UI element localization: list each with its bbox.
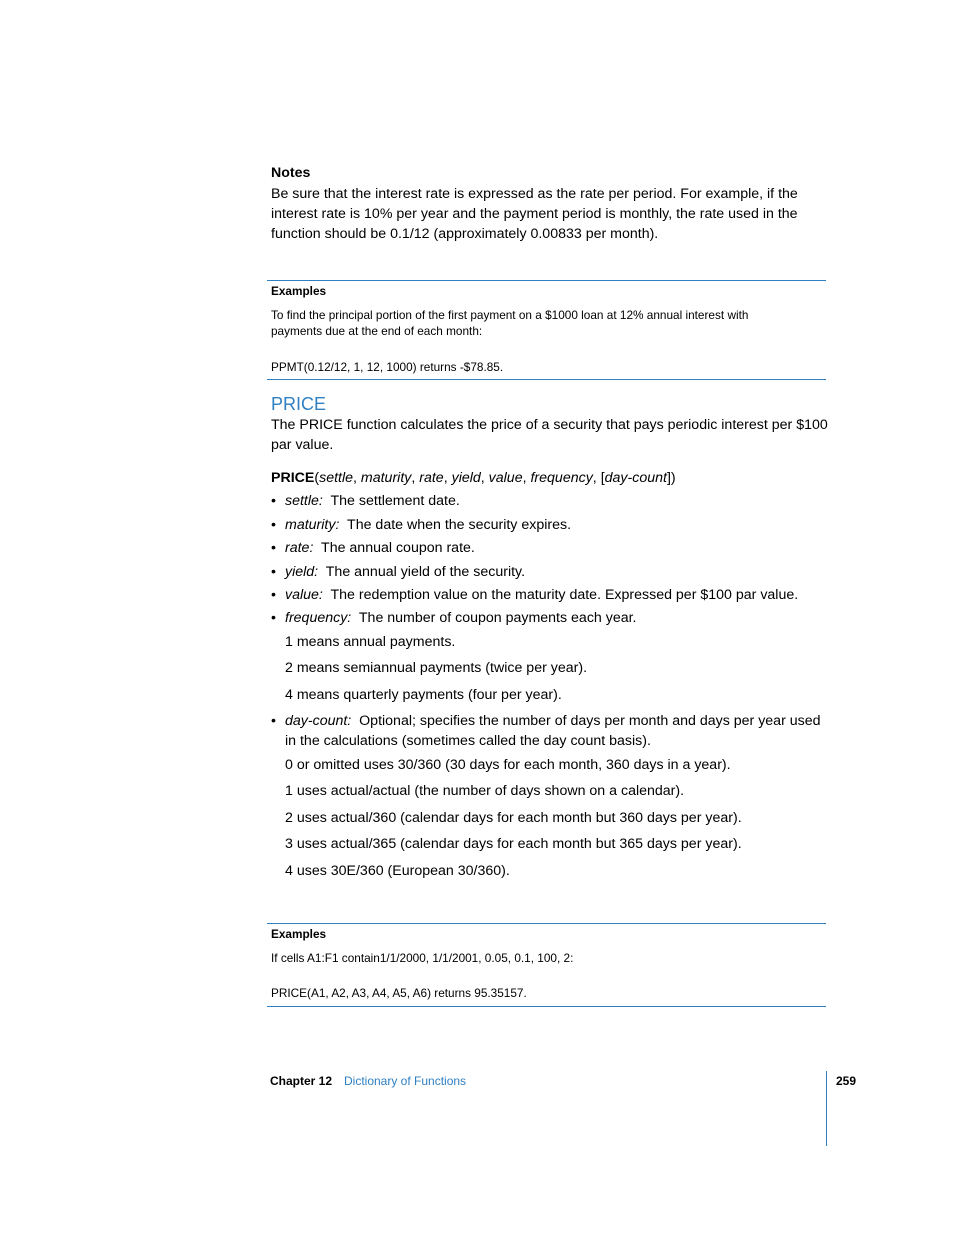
arg-yield [271,562,831,582]
section-title: PRICE [271,394,327,414]
notes-line-2: interest rate is 10% per year and the payment period is monthly, the rate used in the [271,206,798,222]
bullet-icon: • [271,564,276,580]
syntax-sep: , [443,470,452,486]
price-desc-line-2: par value. [271,437,334,453]
arg-desc: The date when the security expires. [347,517,572,533]
footer-chapter-title-link[interactable]: Dictionary of Functions [344,1074,467,1088]
daycount-option-3: 3 uses actual/365 (calendar days for each month but 365 days per year). [285,836,742,852]
examples-result: PPMT(0.12/12, 1, 12, 1000) returns -$78.85. [271,360,504,374]
frequency-option-1: 1 means annual payments. [285,634,456,650]
daycount-option-4: 4 uses 30E/360 (European 30/360). [285,863,510,879]
syntax-arg-frequency: frequency [530,470,593,486]
syntax-arg-maturity: maturity [360,470,412,486]
bullet-icon: • [271,493,276,509]
arg-term: settle: [285,493,323,509]
arg-desc: The annual coupon rate. [321,540,475,556]
bullet-icon: • [271,517,276,533]
syntax-close: ]) [666,470,676,486]
examples-heading: Examples [271,284,327,298]
syntax-sep: , [353,470,361,486]
bullet-icon: • [271,713,276,729]
syntax-arg-rate: rate [419,470,444,486]
arg-value [271,585,831,605]
arg-term: yield: [285,564,319,580]
page-number: 259 [836,1074,857,1088]
function-syntax [271,468,676,488]
frequency-option-3: 4 means quarterly payments (four per year). [285,687,562,703]
arg-settle [271,491,831,511]
arg-term: frequency: [285,610,352,626]
notes-line-3: function should be 0.1/12 (approximately 0.00833 per month). [271,226,659,242]
examples-bottom-rule [267,1006,826,1007]
bullet-icon: • [271,540,276,556]
arg-maturity [271,515,831,535]
examples-heading: Examples [271,927,327,941]
bullet-icon: • [271,610,276,626]
notes-heading: Notes [271,165,311,181]
arg-desc: The number of coupon payments each year. [358,610,637,626]
syntax-arg-daycount: day-count [604,470,667,486]
bullet-icon: • [271,587,276,603]
examples-line: If cells A1:F1 contain1/1/2000, 1/1/2001, 0.05, 0.1, 100, 2: [271,951,574,965]
daycount-option-0: 0 or omitted uses 30/360 (30 days for each month, 360 days in a year). [285,757,731,773]
examples-bottom-rule [267,379,826,380]
examples-result: PRICE(A1, A2, A3, A4, A5, A6) returns 95.35157. [271,986,527,1000]
notes-line-1: Be sure that the interest rate is expressed as the rate per period. For example, if the [271,186,798,202]
daycount-option-1: 1 uses actual/actual (the number of days shown on a calendar). [285,783,685,799]
arg-daycount [271,711,831,731]
syntax-sep: , [480,470,489,486]
syntax-paren: ( [314,470,320,486]
arg-term: rate: [285,540,314,556]
daycount-option-2: 2 uses actual/360 (calendar days for each month but 360 days per year). [285,810,742,826]
arg-desc: The settlement date. [330,493,460,509]
examples-line-2: payments due at the end of each month: [271,324,483,338]
syntax-arg-value: value [488,470,523,486]
footer-divider [826,1071,827,1146]
syntax-sep: , [411,470,420,486]
syntax-bracket: [ [600,470,605,486]
arg-rate [271,538,831,558]
frequency-option-2: 2 means semiannual payments (twice per year). [285,660,588,676]
arg-desc: Optional; specifies the number of days per month and days per year used [359,713,821,729]
arg-desc: The redemption value on the maturity date. Expressed per $100 par value. [330,587,799,603]
syntax-arg-settle: settle [319,470,354,486]
examples-top-rule [267,923,826,924]
syntax-arg-yield: yield [451,470,481,486]
syntax-sep: , [592,470,601,486]
daycount-desc-line-2: in the calculations (sometimes called the day count basis). [285,733,651,749]
footer-chapter: Chapter 12 [270,1074,333,1088]
arg-frequency [271,608,831,628]
examples-line-1: To find the principal portion of the first payment on a $1000 loan at 12% annual interest with [271,308,749,322]
price-desc-line-1: The PRICE function calculates the price of a security that pays periodic interest per $100 [271,417,828,433]
arg-desc: The annual yield of the security. [325,564,526,580]
syntax-function-name: PRICE [271,470,315,486]
syntax-sep: , [522,470,531,486]
arg-term: maturity: [285,517,340,533]
examples-top-rule [267,280,826,281]
arg-term: day-count: [285,713,352,729]
arg-term: value: [285,587,323,603]
